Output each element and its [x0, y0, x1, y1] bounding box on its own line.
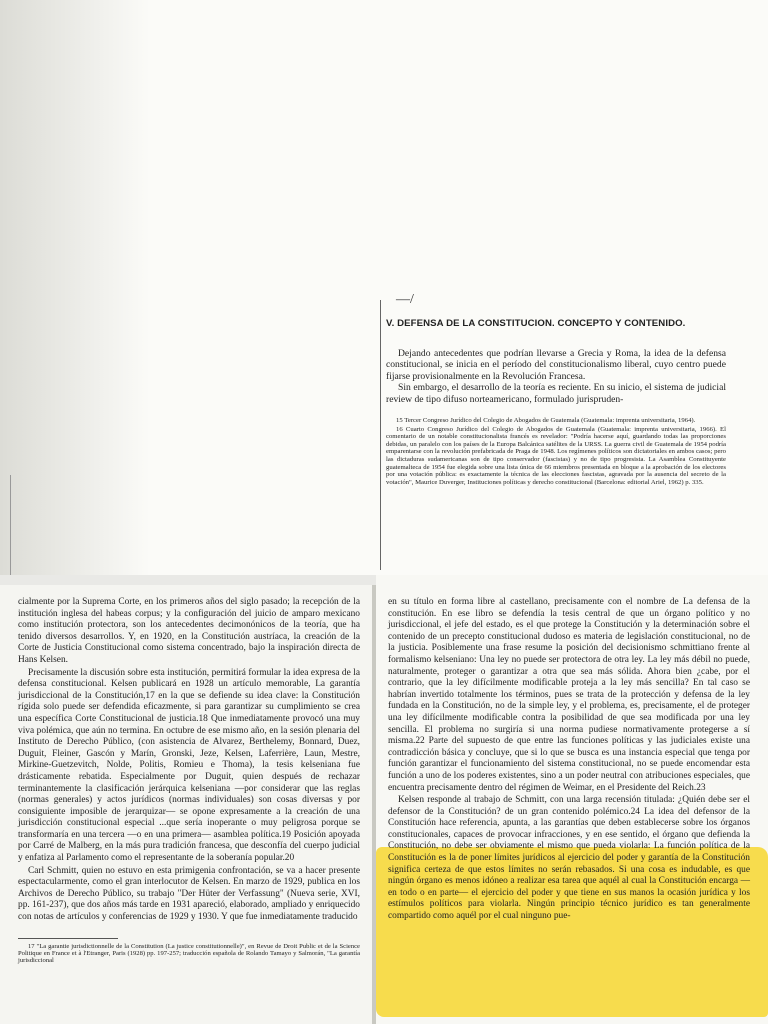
- section-heading: V. DEFENSA DE LA CONSTITUCION. CONCEPTO Y CONTENIDO.: [386, 318, 686, 329]
- body-paragraph: Carl Schmitt, quien no estuvo en esta primigenia confrontación, se va a hacer presente espectacularmente, como el gran interlocutor de Kelsen. En marzo de 1929, publica en los Archivos de Derecho Público, su trabajo "Der Hüter der Verfassung" (Nueva serie, XVI, pp. 161-237), que dos años más tarde en 1931 apareció, elaborado, ampliado y enriquecido con notas de artículos y conferencias de 1929 y 1930. Y que fue inmediatamente traducido: [18, 865, 360, 923]
- top-column: [386, 318, 726, 487]
- left-column: [18, 597, 360, 965]
- highlighted-paragraph: Kelsen responde al trabajo de Schmitt, con una larga recensión titulada: ¿Quién debe ser el defensor de la Constitución? de un gran contenido polémico.24 La idea del defensor de la Constitución hace referencia, apunta, a las garantías que deben establecerse sobre los órganos constitucionales, capaces de provocar infracciones, y en ese sentido, el órgano que defienda la Constitución, no debe ser obviamente el mismo que pueda violarla: La función política de la Constitución es la de poner límites jurídicos al ejercicio del poder y garantía de la Constitución significa certeza de que estos límites no serán rebasados. Si una cosa es indudable, es que ningún órgano es menos idóneo a realizar esa tarea que aquél al cual la Constitución encarga —en todo o en parte— el ejercicio del poder y que tiene en sus manos la ocasión jurídica y los estímulos políticos para violarla. Ningún principio técnico jurídico es tan generalmente compartido como aquél por el cual ninguno pue-: [388, 795, 750, 922]
- body-paragraph: cialmente por la Suprema Corte, en los primeros años del siglo pasado; la recepción de la institución inglesa del habeas corpus; y la configuración del juicio de amparo mexicano como institución protectora, son los antecedentes decimonónicos de la teoría, que ha tenido diversos desarrollos. Y, en 1920, en la Constitución austríaca, la creación de la Corte de Justicia Constitucional como sistema concentrado, bajo la inspiración directa de Hans Kelsen.: [18, 597, 360, 665]
- footnote-15: 15 Tercer Congreso Jurídico del Colegio de Abogados de Guatemala (Guatemala: imprenta universitaria, 1964).: [396, 417, 696, 425]
- footnote-separator: [18, 938, 118, 939]
- body-paragraph: en su título en forma libre al castellano, precisamente con el nombre de La defensa de la constitución. En ese libro se defendía la tesis central de que un órgano político y no jurisdiccional, el jefe del estado, es el que protege la Constitución y la determinación sobre el contenido de un precepto constitucional dudoso es materia de legislación constitucional, no de la justicia. Posiblemente una frase resume la posición del decisionismo schmittiano frente al formalismo kelseniano: Una ley no puede ser protectora de otra ley. La ley más débil no puede, naturalmente, proteger o garantizar a otra que sea más sólida. Ahora bien ¿cabe, por el contrario, que la ley difícilmente modificable proteja a la ley más sencilla? En tal caso se habrían invertido totalmente los términos, pues se trata de la protección y defensa de la ley fundada en la Constitución, no de la simple ley, y el problema, es, precisamente, el de proteger una ley difícilmente modificable contra la posibilidad de que sea modificada por una ley sencilla. El problema no surgiría si una norma pudiese normativamente protegerse a sí misma.22 Parte del supuesto de que entre las funciones políticas y las judiciales existe una contradicción básica y concluye, que si lo que se busca es una instancia especial que tenga por función garantizar el funcionamiento del sistema constitucional, no se puede encomendar esta función a uno de los poderes existentes, sino a un poder neutral con atribuciones especiales, que encuentra precisamente dentro del régimen de Weimar, en el Presidente del Reich.23: [388, 597, 750, 793]
- scan-shadow: [0, 0, 150, 575]
- body-paragraph: Precisamente la discusión sobre esta institución, permitirá formular la idea expresa de la defensa constitucional. Kelsen publicará en 1928 un artículo memorable, La garantía jurisdiccional de la Constitución,17 en la que se defiende su idea clave: la Constitución rígida solo puede ser defendida eficazmente, si para garantizar su cumplimiento se crea una específica Corte Constitucional de justicia.18 Que inmediatamente provocó una muy viva polémica, que aún no termina. En octubre de ese mismo año, en la sesión plenaria del Instituto de Derecho Público, (con asistencia de Alvarez, Berthelemy, Bonnard, Duez, Duguit, Fleiner, Gascón y Marín, Gronski, Jeze, Kelsen, Laferrière, Laun, Mestre, Mirkine-Guetzevitch, Nolde, Politis, Romieu e Thoma), la tesis kelseniana fue drásticamente rebatida. Especialmente por Duguit, quien después de rechazar terminantemente la clasificación jerárquica kelseniana —por considerar que las reglas (normas generales) y actos jurídicos (normas individuales) son cosas diversas y por consiguiente imposible de jerarquizar— se opone expresamente a la creación de una jurisdicción constitucional especial ...que sería inoperante o muy peligrosa porque se transformaría en una tercera —o en una primera— asamblea política.19 Posición apoyada por Carré de Malberg, en la más pura tradición francesa, que desconfía del cuerpo judicial y enfatiza al Parlamento como el representante de la soberanía popular.20: [18, 667, 360, 864]
- footnote-16: 16 Cuarto Congreso Jurídico del Colegio de Abogados de Guatemala (Guatemala: imprenta universitaria, 1966). El comentario de un notable constitucionalista francés es revelador: "Podría hacerse aquí, guardando todas las proporciones debidas, un paralelo con los países de la Europa Balcánica satélites de la URSS. La guerra civil de Guatemala de 1954 podría emparentarse con la revolución prefabricada de Praga de 1948. Los regímenes políticos son dictatoriales en ambos casos; pero las dictaduras sudamericanas son de tipo conservador (fascistas) y no de tipo progresista. La Asamblea Constituyente guatemalteca de 1954 fue elegida sobre una lista única de 66 miembros presentada en bloque a la aprobación de los electores por una votación pública: es exactamente la técnica de las elecciones fascistas, agravada por la ausencia del secreto de la votación", Maurice Duverger, Instituciones políticas y derecho constitucional (Barcelona: editorial Ariel, 1962) p. 335.: [386, 425, 726, 486]
- right-page: [376, 575, 768, 1024]
- page-edge-line: [380, 300, 381, 570]
- right-column: [388, 597, 750, 924]
- pen-mark: —/: [396, 292, 414, 307]
- footnote-17: 17 "La garantie jurisdictionnelle de la Constitution (La justice constitutionnelle)", en Revue de Droit Public et de la Science Politique en France et à l'Etranger, Paris (1928) pp. 197-257; traducción española de Rolando Tamayo y Salmorán, "La garantía jurisdiccional: [18, 942, 360, 965]
- left-page: [0, 585, 372, 1024]
- body-paragraph: Sin embargo, el desarrollo de la teoría es reciente. En su inicio, el sistema de judicial review de tipo difuso norteamericano, formulado jurispruden-: [386, 382, 726, 405]
- body-paragraph: Dejando antecedentes que podrían llevarse a Grecia y Roma, la idea de la defensa constitucional, se inicia en el período del constitucionalismo liberal, cuyo centro puede fijarse provisionalmente en la Revolución Francesa.: [386, 348, 726, 382]
- footnotes: [386, 417, 726, 486]
- page-edge-line-left: [10, 475, 11, 575]
